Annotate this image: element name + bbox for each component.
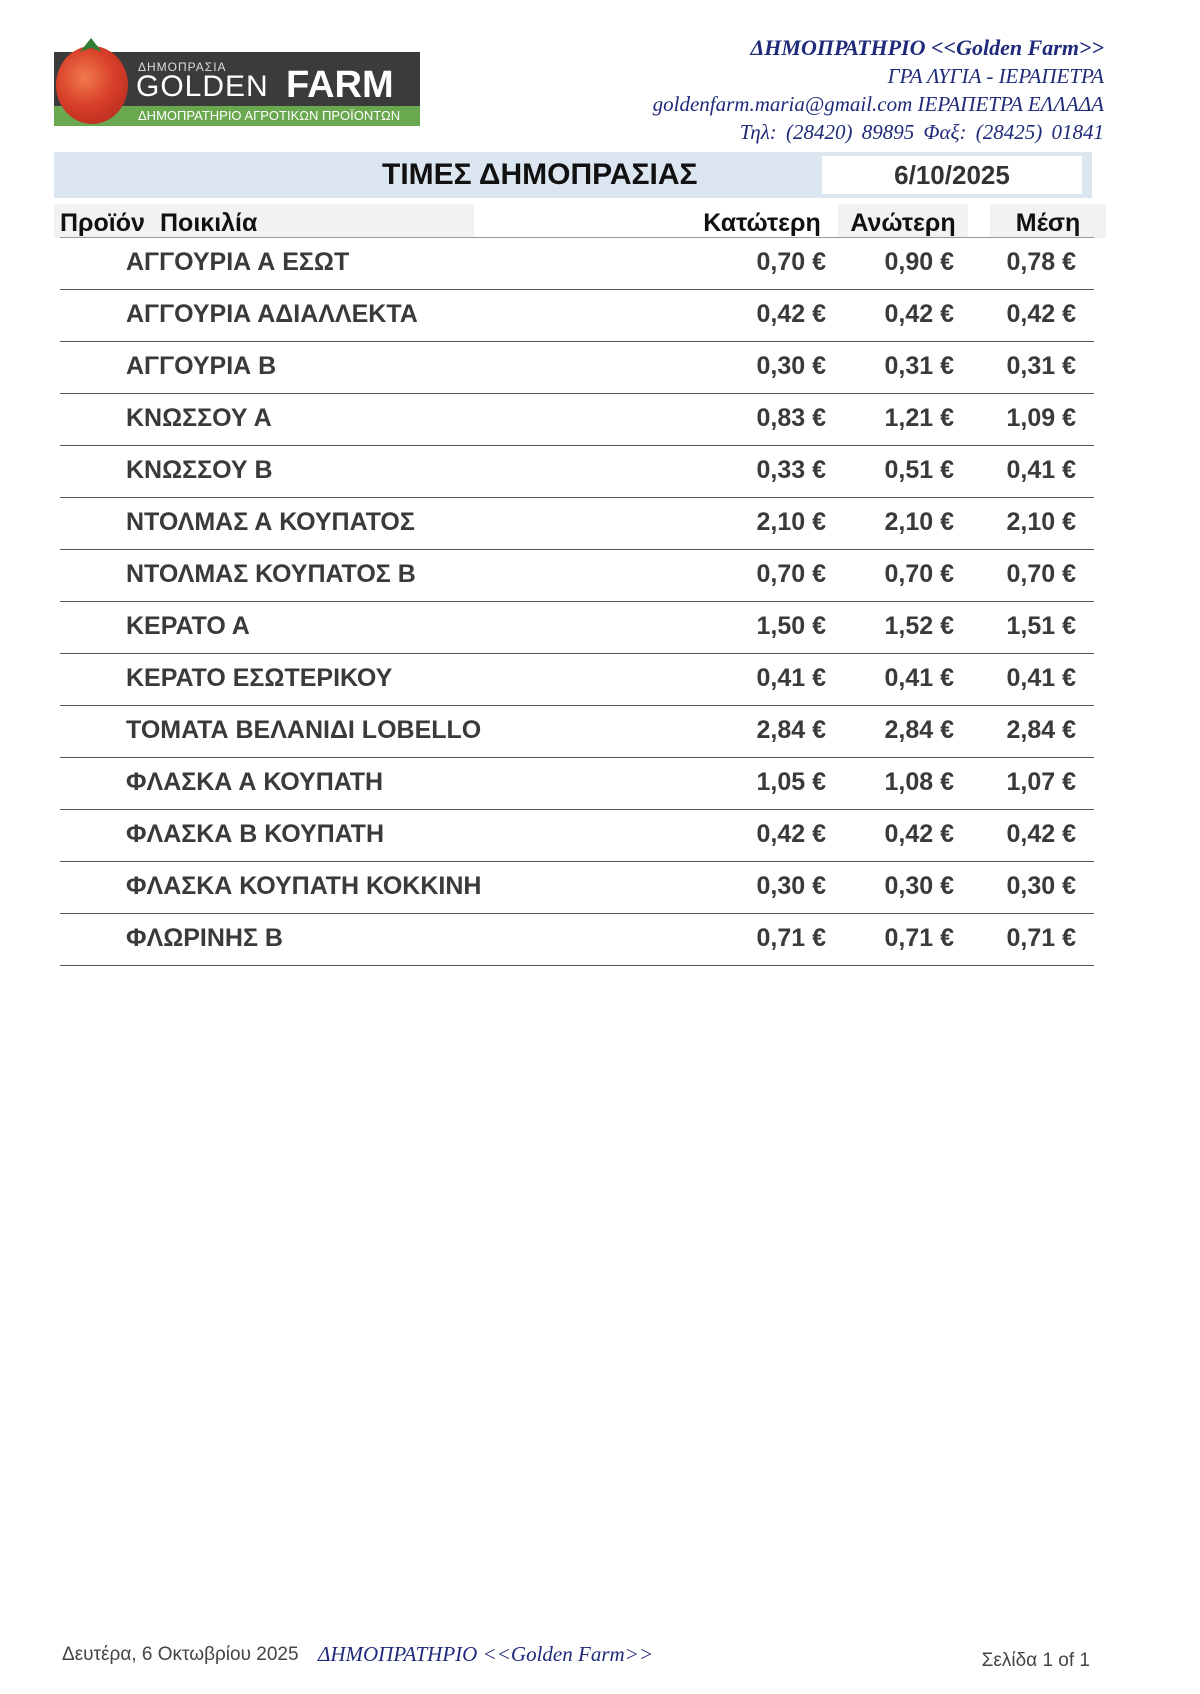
row-high-price: 0,42 €	[884, 820, 954, 848]
row-name: ΦΛΑΣΚΑ ΚΟΥΠΑΤΗ ΚΟΚΚΙΝΗ	[126, 872, 482, 900]
row-high-price: 1,52 €	[884, 612, 954, 640]
header-low: Κατώτερη	[703, 209, 821, 237]
row-avg-price: 0,30 €	[1006, 872, 1076, 900]
row-high-price: 0,70 €	[884, 560, 954, 588]
footer-page-number: Σελίδα 1 of 1	[981, 1650, 1090, 1671]
row-name: ΤΟΜΑΤΑ ΒΕΛΑΝΙΔΙ LOBELLO	[126, 716, 482, 744]
table-row	[60, 810, 1094, 862]
row-name: ΚΝΩΣΣΟΥ Α	[126, 404, 272, 432]
row-low-price: 0,42 €	[756, 820, 826, 848]
table-row	[60, 758, 1094, 810]
row-name: ΑΓΓΟΥΡΙΑ ΑΔΙΑΛΛΕΚΤΑ	[126, 300, 418, 328]
row-low-price: 0,42 €	[756, 300, 826, 328]
row-name: ΚΝΩΣΣΟΥ Β	[126, 456, 273, 484]
table-row	[60, 446, 1094, 498]
header-high: Ανώτερη	[838, 204, 968, 238]
logo-small-text: ΔΗΜΟΠΡΑΣΙΑ	[138, 60, 227, 74]
row-low-price: 0,41 €	[756, 664, 826, 692]
company-address: ΓΡΑ ΛΥΓΙΑ - ΙΕΡΑΠΕΤΡΑ	[887, 64, 1104, 88]
table-row	[60, 498, 1094, 550]
company-email: goldenfarm.maria@gmail.com ΙΕΡΑΠΕΤΡΑ ΕΛΛΑΔΑ	[652, 92, 1104, 116]
auction-date: 6/10/2025	[822, 156, 1082, 194]
row-high-price: 0,30 €	[884, 872, 954, 900]
row-avg-price: 0,42 €	[1006, 300, 1076, 328]
row-avg-price: 0,42 €	[1006, 820, 1076, 848]
row-avg-price: 1,07 €	[1006, 768, 1076, 796]
row-name: ΚΕΡΑΤΟ Α	[126, 612, 250, 640]
table-row	[60, 550, 1094, 602]
header-product: Προϊόν	[54, 204, 158, 238]
row-high-price: 0,41 €	[884, 664, 954, 692]
row-name: ΚΕΡΑΤΟ ΕΣΩΤΕΡΙΚΟΥ	[126, 664, 393, 692]
table-row	[60, 290, 1094, 342]
company-logo	[54, 52, 420, 126]
row-low-price: 0,30 €	[756, 352, 826, 380]
table-row	[60, 238, 1094, 290]
row-avg-price: 2,84 €	[1006, 716, 1076, 744]
footer-company: ΔΗΜΟΠΡΑΤΗΡΙΟ <<Golden Farm>>	[318, 1642, 654, 1666]
row-name: ΦΛΑΣΚΑ Α ΚΟΥΠΑΤΗ	[126, 768, 384, 796]
row-avg-price: 0,31 €	[1006, 352, 1076, 380]
row-name: ΦΛΩΡΙΝΗΣ Β	[126, 924, 283, 952]
row-name: ΑΓΓΟΥΡΙΑ Β	[126, 352, 277, 380]
table-row	[60, 706, 1094, 758]
row-avg-price: 1,09 €	[1006, 404, 1076, 432]
company-name: ΔΗΜΟΠΡΑΤΗΡΙΟ <<Golden Farm>>	[750, 35, 1104, 60]
row-avg-price: 0,78 €	[1006, 248, 1076, 276]
row-avg-price: 1,51 €	[1006, 612, 1076, 640]
row-high-price: 0,90 €	[884, 248, 954, 276]
row-name: ΑΓΓΟΥΡΙΑ Α ΕΣΩΤ	[126, 248, 350, 276]
logo-golden-text: GOLDEN	[136, 70, 269, 103]
row-low-price: 0,71 €	[756, 924, 826, 952]
row-low-price: 0,70 €	[756, 560, 826, 588]
logo-subtitle: ΔΗΜΟΠΡΑΤΗΡΙΟ ΑΓΡΟΤΙΚΩΝ ΠΡΟΪΟΝΤΩΝ	[138, 108, 401, 123]
row-avg-price: 2,10 €	[1006, 508, 1076, 536]
row-high-price: 0,31 €	[884, 352, 954, 380]
row-low-price: 2,10 €	[756, 508, 826, 536]
row-high-price: 2,10 €	[884, 508, 954, 536]
row-low-price: 0,30 €	[756, 872, 826, 900]
row-low-price: 0,83 €	[756, 404, 826, 432]
row-name: ΝΤΟΛΜΑΣ Α ΚΟΥΠΑΤΟΣ	[126, 508, 415, 536]
row-high-price: 0,42 €	[884, 300, 954, 328]
row-high-price: 1,08 €	[884, 768, 954, 796]
table-row	[60, 654, 1094, 706]
logo-farm-text: FARM	[286, 64, 394, 106]
row-high-price: 0,51 €	[884, 456, 954, 484]
table-row	[60, 394, 1094, 446]
row-low-price: 0,70 €	[756, 248, 826, 276]
row-high-price: 0,71 €	[884, 924, 954, 952]
row-low-price: 0,33 €	[756, 456, 826, 484]
table-row	[60, 602, 1094, 654]
company-phone: Τηλ: (28420) 89895 Φαξ: (28425) 01841	[739, 120, 1104, 144]
table-row	[60, 914, 1094, 966]
row-high-price: 2,84 €	[884, 716, 954, 744]
price-table	[60, 238, 1094, 966]
row-avg-price: 0,41 €	[1006, 664, 1076, 692]
page-title: ΤΙΜΕΣ ΔΗΜΟΠΡΑΣΙΑΣ	[382, 158, 698, 191]
header-variety: Ποικιλία	[158, 204, 474, 238]
row-high-price: 1,21 €	[884, 404, 954, 432]
table-row	[60, 862, 1094, 914]
row-low-price: 2,84 €	[756, 716, 826, 744]
company-info	[653, 34, 1104, 146]
row-name: ΦΛΑΣΚΑ Β ΚΟΥΠΑΤΗ	[126, 820, 384, 848]
row-avg-price: 0,70 €	[1006, 560, 1076, 588]
row-low-price: 1,05 €	[756, 768, 826, 796]
row-avg-price: 0,41 €	[1006, 456, 1076, 484]
row-low-price: 1,50 €	[756, 612, 826, 640]
footer-date: Δευτέρα, 6 Οκτωβρίου 2025	[62, 1644, 299, 1665]
header-avg: Μέση	[990, 204, 1106, 238]
row-avg-price: 0,71 €	[1006, 924, 1076, 952]
table-row	[60, 342, 1094, 394]
row-name: ΝΤΟΛΜΑΣ ΚΟΥΠΑΤΟΣ Β	[126, 560, 416, 588]
tomato-icon	[56, 46, 128, 124]
